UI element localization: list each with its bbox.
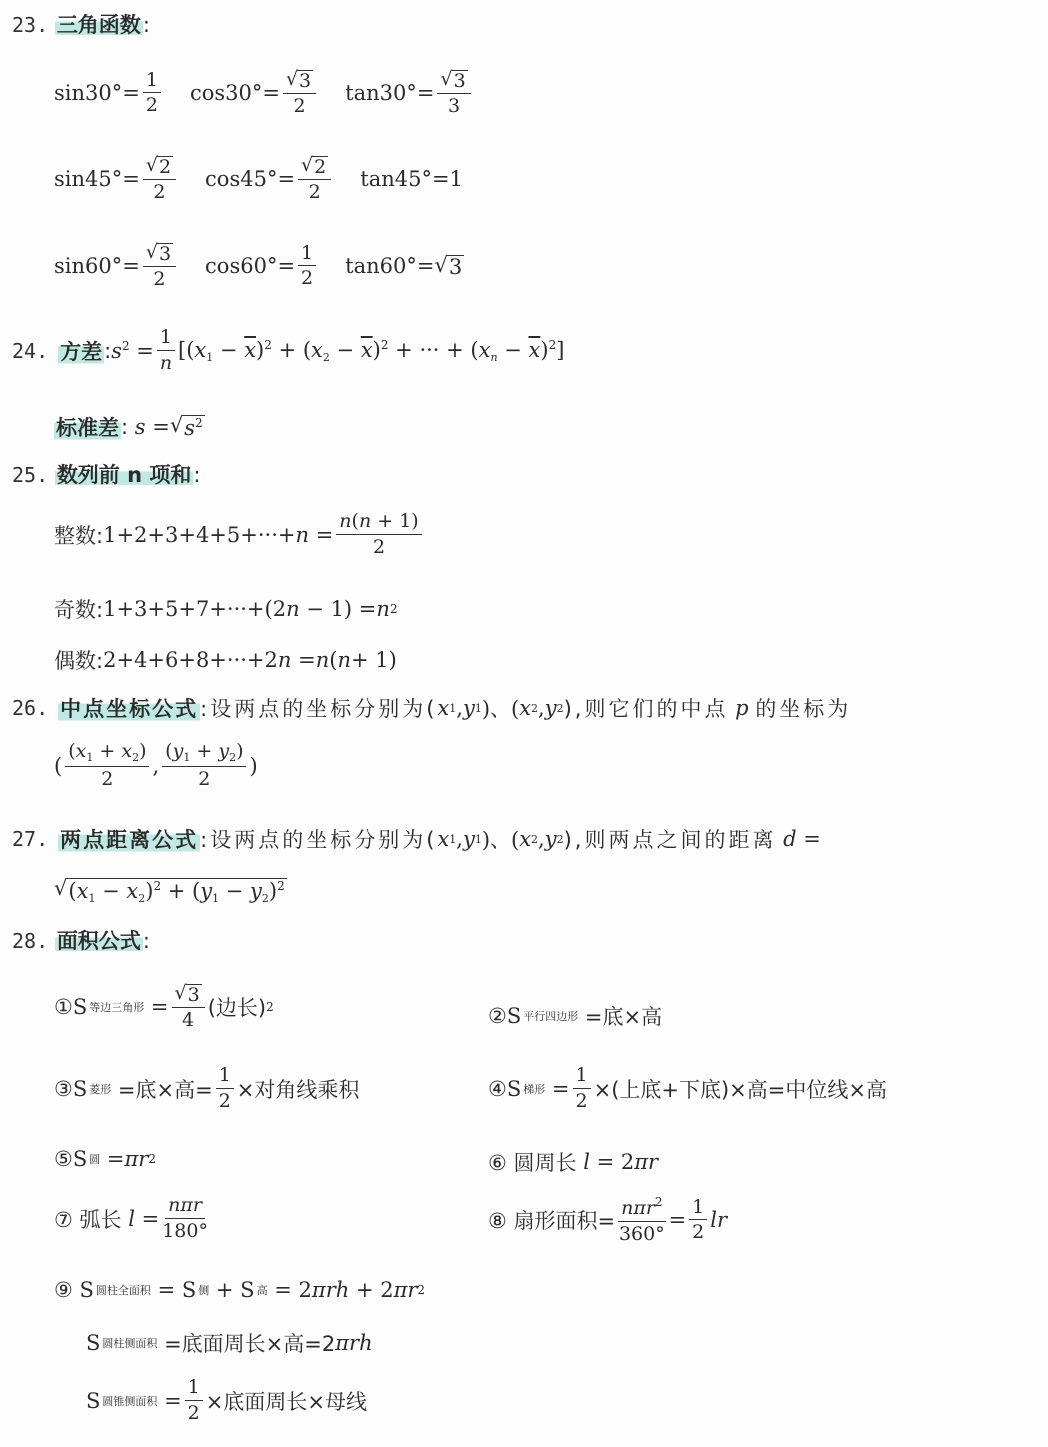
section-27-distance: 27. 两点距离公式 :设两点的坐标分别为( x 1 , y 1 )、( x 2 , y 2 ),则两点之间的距离 d = bbox=[12, 824, 821, 854]
area-rhombus: ③S 菱形 =底×高= $\frac{1}{2}$ ×对角线乘积 bbox=[54, 1064, 360, 1112]
fraction: $\frac{n\pi r^2}{360^\circ}$ bbox=[618, 1195, 665, 1245]
variance-formula-rhs: [$(x_1 - \overline{x})^2 + (x_2 - \overline{x})^2$ + ··· + $(x_n - \overline{x})^2$] bbox=[178, 337, 565, 364]
cylinder-total-area: ⑨ S 圆柱全面积 = S 侧 + S 高 = 2 πrh + 2 πr 2 bbox=[54, 1278, 426, 1302]
variance-formula-lhs: $s^2$ = bbox=[111, 338, 154, 363]
fraction: $\frac{1}{2}$ bbox=[298, 244, 316, 290]
sum-odd: 奇数: 1+3+5+7+···+(2 n − 1) = n 2 bbox=[54, 597, 398, 622]
fraction: $\frac{(y_1 + y_2)}{2}$ bbox=[162, 742, 246, 789]
section-number: 27. bbox=[12, 827, 49, 851]
fraction: $\frac{n(n + 1)}{2}$ bbox=[336, 512, 421, 558]
area-equilateral: ①S 等边三角形 = √ 3 4 (边长) 2 bbox=[54, 982, 274, 1031]
fraction: $\frac{\text{nπr}}{180^\circ}$ bbox=[162, 1194, 208, 1242]
sum-integers: 整数: 1+2+3+4+5+···+ n = $\frac{n(n + 1)}{2}$ bbox=[54, 512, 425, 558]
trig-row-60: sin60°= √ 3 2 cos60°= $\frac{1}{2}$ tan60°= √ 3 bbox=[54, 241, 463, 290]
midpoint-formula: ( $\frac{(x_1 + x_2)}{2}$ , $\frac{(y_1 + y_2)}{2}$ ) bbox=[54, 740, 258, 790]
section-title: 数列前 n 项和 bbox=[56, 463, 192, 487]
sqrt: √ 3 bbox=[434, 252, 463, 279]
fraction: $\frac{1}{n}$ bbox=[157, 328, 175, 374]
fraction: √ 2 2 bbox=[143, 156, 176, 203]
section-number: 23. bbox=[12, 13, 49, 37]
section-title: 中点坐标公式 bbox=[58, 693, 200, 723]
section-number: 26. bbox=[12, 696, 49, 720]
fraction: $\frac{1}{2}$ bbox=[216, 1066, 234, 1112]
area-circle: ⑤S 圆 = πr 2 bbox=[54, 1147, 156, 1171]
section-title: 三角函数 bbox=[56, 13, 141, 37]
area-parallelogram: ②S 平行四边形 =底×高 bbox=[488, 1004, 663, 1029]
fraction: √ 3 3 bbox=[437, 70, 470, 117]
arc-length: ⑦ 弧长 l = $\frac{\text{nπr}}{180^\circ}$ bbox=[54, 1194, 208, 1242]
cone-lateral-area: S 圆锥侧面积 = $\frac{1}{2}$ ×底面周长×母线 bbox=[86, 1376, 367, 1424]
std-dev-formula: s = bbox=[134, 415, 170, 439]
sqrt: √ $(x_1 - x_2)^2 + (y_1 - y_2)^2$ bbox=[54, 876, 285, 905]
section-title: 面积公式 bbox=[56, 929, 141, 953]
trig-row-30: sin30°= $\frac{1}{2}$ cos30°= √ 3 2 tan30°= √ 3 3 bbox=[54, 70, 474, 117]
area-trapezoid: ④S 梯形 = $\frac{1}{2}$ ×(上底+下底)×高=中位线×高 bbox=[488, 1064, 887, 1112]
section-number: 25. bbox=[12, 463, 49, 487]
std-dev-row: 标准差 : s = √ $s^2$ bbox=[56, 413, 203, 440]
circle-circumference: ⑥ 圆周长 l = 2 πr bbox=[488, 1150, 659, 1175]
fraction: $\frac{1}{2}$ bbox=[689, 1198, 707, 1244]
std-dev-title: 标准差 bbox=[54, 412, 121, 442]
fraction: $\frac{1}{2}$ bbox=[573, 1066, 591, 1112]
fraction: $\frac{1}{2}$ bbox=[143, 71, 161, 117]
fraction: $\frac{1}{2}$ bbox=[185, 1378, 203, 1424]
sector-area: ⑧ 扇形面积= $\frac{n\pi r^2}{360^\circ}$ = $\frac{1}{2}$ lr bbox=[488, 1195, 728, 1245]
section-26-midpoint: 26. 中点坐标公式 :设两点的坐标分别为( x 1 , y 1 )、( x 2 , y 2 ),则它们的中点 p 的坐标为 bbox=[12, 693, 851, 723]
fraction: $\frac{(x_1 + x_2)}{2}$ bbox=[65, 742, 149, 789]
fraction: √ 2 2 bbox=[298, 156, 331, 203]
section-number: 24. bbox=[12, 338, 49, 363]
trig-row-45: sin45°= √ 2 2 cos45°= √ 2 2 tan45°=1 bbox=[54, 154, 463, 203]
sum-even: 偶数: 2+4+6+8+···+2 n = n ( n + 1) bbox=[54, 648, 397, 673]
fraction: √ 3 2 bbox=[143, 243, 176, 290]
distance-formula bbox=[54, 878, 287, 904]
section-title: 方差 bbox=[58, 336, 104, 366]
section-28-header: 28. 面积公式: bbox=[12, 929, 150, 953]
section-number: 28. bbox=[12, 929, 49, 953]
fraction: √ 3 2 bbox=[283, 70, 316, 117]
cylinder-lateral-area: S 圆柱侧面积 =底面周长×高=2 πrh bbox=[86, 1331, 373, 1356]
section-title: 两点距离公式 bbox=[58, 824, 200, 854]
section-25-header: 25. 数列前 n 项和: bbox=[12, 463, 201, 487]
section-23-header: 23. 三角函数: bbox=[12, 13, 150, 37]
fraction: √ 3 4 bbox=[172, 984, 205, 1031]
section-24-variance: 24. 方差 : $s^2$ = $\frac{1}{n}$ [$(x_1 - \overline{x})^2 + (x_2 - \overline{x})^2$ + ··· + $(x_n - \overline{x})^2$] bbox=[12, 326, 565, 374]
sqrt: √ $s^2$ bbox=[169, 413, 203, 440]
